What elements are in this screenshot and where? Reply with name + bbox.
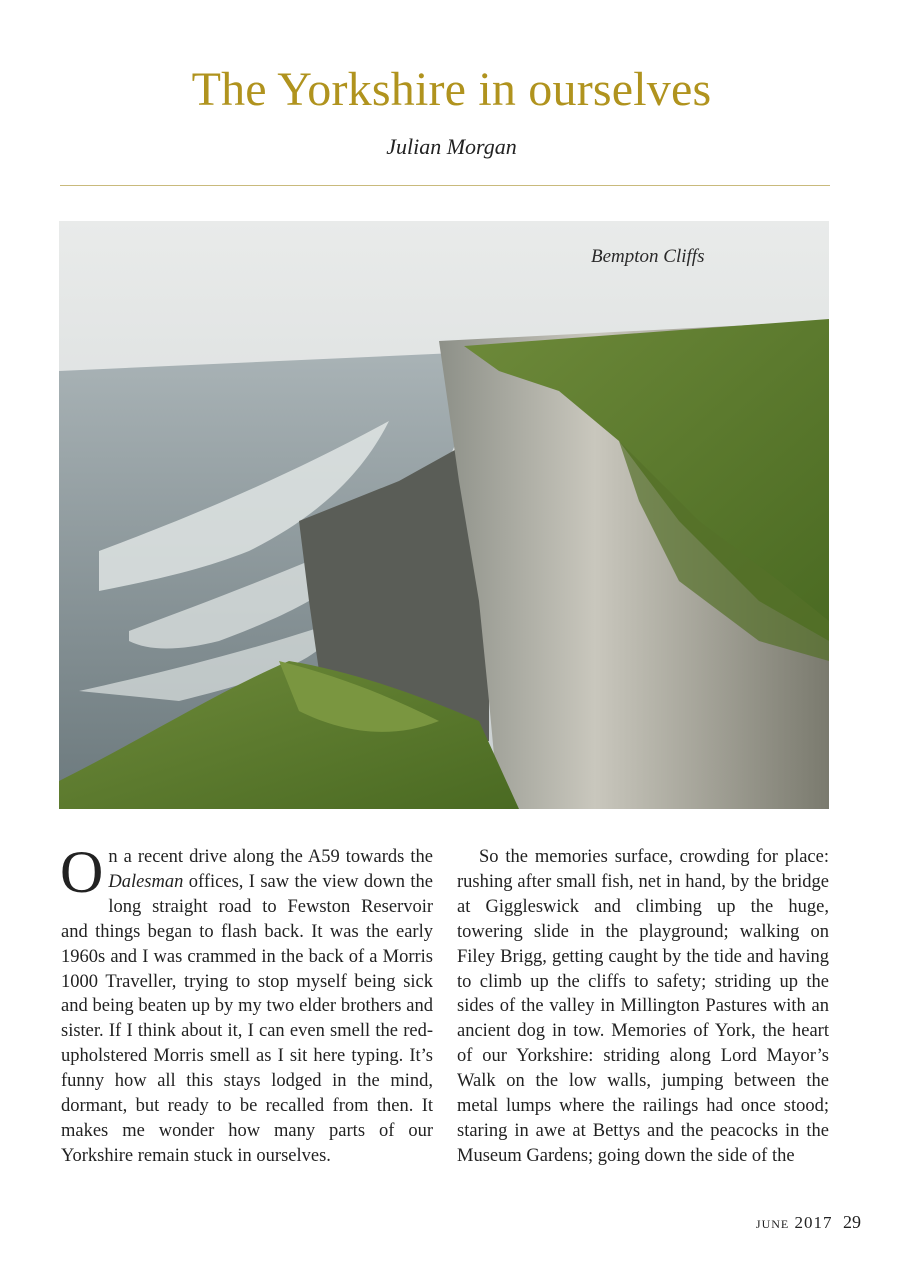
title-divider [60, 185, 830, 186]
page-number: 29 [843, 1212, 861, 1232]
paragraph-text-rest: offices, I saw the view down the long straight road to Fewston Reservoir and things began to flash back. It was the early 1960s and I was crammed in the back of a Morris 1000 Traveller, trying to stop myself being sick and being beaten up by my two elder brothers and sister. If I think about it, I can even smell the red-upholstered Morris smell as I sit here typing. It’s funny how all this stays lodged in the mind, dormant, but ready to be recalled from then. It makes me wonder how many parts of our Yorkshire remain stuck in ourselves. [61, 871, 433, 1166]
body-column-right [457, 845, 829, 1169]
body-paragraph-2: So the memories surface, crowding for place: rushing after small fish, net in hand, by the bridge at Giggleswick and climbing up the huge, towering slide in the playground; walking on Filey Brigg, getting caught by the tide and having to climb up the cliffs to safety; striding up the sides of the valley in Millington Pastures with an ancient dog in tow. Memories of York, the heart of our Yorkshire: striding along Lord Mayor’s Walk on the low walls, jumping between the metal lumps where the railings had once stood; staring in awe at Bettys and the peacocks in the Museum Gardens; going down the side of the [457, 847, 829, 1166]
article-author: Julian Morgan [386, 134, 517, 159]
body-column-left [60, 839, 433, 1169]
cliff-photo [59, 221, 829, 809]
paragraph-text: n a recent drive along the A59 towards the [108, 847, 433, 867]
body-paragraph-1 [60, 839, 433, 1169]
photo-caption: Bempton Cliffs [591, 246, 705, 267]
page-footer [756, 1212, 861, 1233]
drop-cap: O [60, 839, 104, 905]
issue-date: june 2017 [755, 1213, 833, 1232]
article-title: The Yorkshire in ourselves [191, 63, 712, 116]
magazine-name: Dalesman [108, 871, 184, 892]
